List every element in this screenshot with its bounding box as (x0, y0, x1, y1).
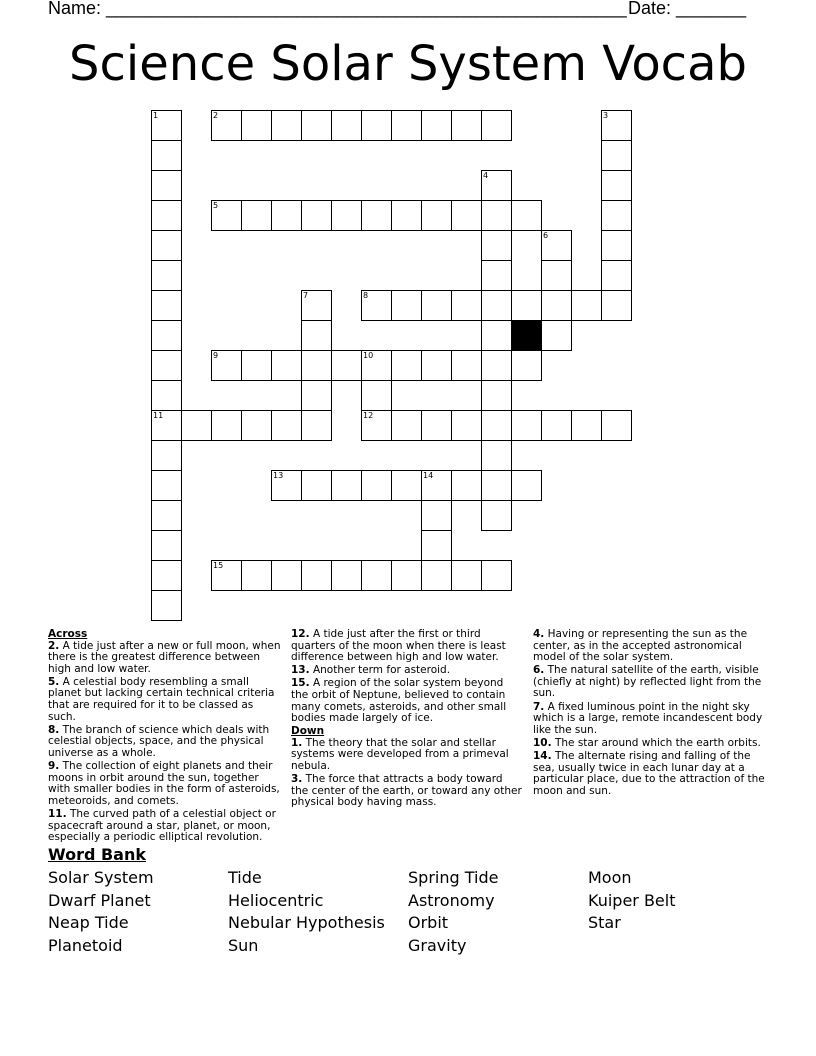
clues-column-2 (291, 629, 523, 810)
crossword-cell[interactable] (241, 350, 272, 381)
crossword-cell[interactable] (211, 560, 242, 591)
crossword-cell[interactable] (391, 110, 422, 141)
word-bank-item: Dwarf Planet (48, 891, 151, 910)
name-field[interactable]: Name: ____________________________________________________ (48, 0, 627, 18)
crossword-cell[interactable] (151, 500, 182, 531)
word-bank-item: Solar System (48, 868, 154, 887)
crossword-cell[interactable] (541, 260, 572, 291)
clue-down-4: 4. Having or representing the sun as the center, as in the accepted astronomical model of the solar system. (533, 628, 748, 664)
crossword-cell[interactable] (271, 350, 302, 381)
crossword-cell[interactable] (391, 410, 422, 441)
crossword-cell[interactable] (601, 110, 632, 141)
crossword-cell[interactable] (301, 320, 332, 351)
clue-down-1: 1. The theory that the solar and stellar systems were developed from a primeval nebula. (291, 736, 509, 773)
crossword-cell[interactable] (151, 440, 182, 471)
crossword-cell[interactable] (481, 500, 512, 531)
crossword-cell[interactable] (481, 380, 512, 411)
cell-number: 11 (153, 411, 164, 420)
crossword-cell[interactable] (511, 350, 542, 381)
crossword-cell[interactable] (151, 140, 182, 171)
crossword-cell[interactable] (421, 470, 452, 501)
clue-across-13: 13. Another term for asteroid. (291, 664, 451, 677)
clue-down-7: 7. A fixed luminous point in the night sky which is a large, remote incandescent body like the sun. (533, 700, 763, 736)
clues-column-3 (533, 629, 769, 799)
crossword-cell[interactable] (151, 110, 182, 141)
clue-across-11: 11. The curved path of a celestial object or spacecraft around a star, planet, or moon, especially a periodic elliptical revolution. (48, 807, 276, 844)
crossword-cell[interactable] (511, 290, 542, 321)
crossword-cell[interactable] (481, 410, 512, 441)
word-bank-item: Spring Tide (408, 868, 499, 887)
crossword-cell[interactable] (421, 350, 452, 381)
crossword-cell[interactable] (271, 470, 302, 501)
crossword-cell[interactable] (541, 410, 572, 441)
crossword-cell[interactable] (331, 560, 362, 591)
crossword-cell[interactable] (301, 290, 332, 321)
crossword-cell[interactable] (211, 200, 242, 231)
crossword-cell[interactable] (271, 410, 302, 441)
crossword-cell[interactable] (451, 560, 482, 591)
crossword-cell[interactable] (271, 110, 302, 141)
page-title: Science Solar System Vocab (69, 36, 747, 92)
crossword-cell[interactable] (451, 110, 482, 141)
crossword-cell[interactable] (541, 320, 572, 351)
crossword-cell[interactable] (151, 290, 182, 321)
crossword-cell[interactable] (211, 410, 242, 441)
crossword-cell[interactable] (601, 200, 632, 231)
crossword-cell[interactable] (391, 470, 422, 501)
clue-down-14: 14. The alternate rising and falling of the sea, usually twice in each lunar day at a particular place, due to the attraction of the moon and sun. (533, 749, 765, 797)
clue-down-10: 10. The star around which the earth orbits. (533, 736, 761, 749)
down-heading: Down (291, 725, 325, 738)
crossword-cell[interactable] (151, 230, 182, 261)
crossword-cell[interactable] (151, 560, 182, 591)
clue-across-12: 12. A tide just after the first or third quarters of the moon when there is least difference between high and low water. (291, 628, 506, 664)
crossword-cell[interactable] (391, 200, 422, 231)
crossword-cell[interactable] (301, 560, 332, 591)
word-bank-item: Orbit (408, 913, 449, 932)
crossword-cell[interactable] (151, 200, 182, 231)
crossword-cell[interactable] (481, 110, 512, 141)
crossword-cell[interactable] (481, 200, 512, 231)
cell-number: 7 (303, 291, 309, 300)
word-bank-item: Nebular Hypothesis (228, 913, 385, 932)
word-bank-item: Neap Tide (48, 913, 129, 932)
crossword-cell[interactable] (331, 470, 362, 501)
crossword-cell[interactable] (511, 200, 542, 231)
crossword-cell[interactable] (481, 470, 512, 501)
cell-number: 6 (543, 231, 549, 240)
word-bank-item: Tide (228, 868, 262, 887)
crossword-cell[interactable] (241, 110, 272, 141)
cell-number: 12 (363, 411, 374, 420)
word-bank-item: Star (588, 913, 621, 932)
word-bank-item: Sun (228, 936, 259, 955)
crossword-cell[interactable] (361, 380, 392, 411)
cell-number: 4 (483, 171, 489, 180)
crossword-cell[interactable] (421, 410, 452, 441)
crossword-cell[interactable] (421, 500, 452, 531)
crossword-cell[interactable] (241, 200, 272, 231)
clues-column-1 (48, 629, 284, 845)
crossword-cell[interactable] (541, 230, 572, 261)
crossword-cell[interactable] (481, 290, 512, 321)
cell-number: 2 (213, 111, 219, 120)
crossword-cell[interactable] (511, 470, 542, 501)
crossword-cell[interactable] (601, 260, 632, 291)
crossword-cell[interactable] (151, 350, 182, 381)
crossword-cell[interactable] (481, 170, 512, 201)
crossword-cell[interactable] (151, 380, 182, 411)
crossword-cell[interactable] (151, 590, 182, 621)
crossword-cell[interactable] (421, 110, 452, 141)
crossword-cell[interactable] (241, 410, 272, 441)
cell-number: 1 (153, 111, 159, 120)
crossword-cell[interactable] (361, 410, 392, 441)
crossword-cell[interactable] (301, 380, 332, 411)
cell-number: 5 (213, 201, 219, 210)
date-field[interactable]: Date: _______ (628, 0, 747, 18)
crossword-cell[interactable] (481, 260, 512, 291)
cell-number: 3 (603, 111, 609, 120)
crossword-cell[interactable] (181, 410, 212, 441)
crossword-cell[interactable] (361, 560, 392, 591)
word-bank-item: Heliocentric (228, 891, 324, 910)
crossword-cell[interactable] (481, 440, 512, 471)
crossword-cell[interactable] (361, 110, 392, 141)
crossword-cell[interactable] (391, 560, 422, 591)
crossword-cell[interactable] (481, 560, 512, 591)
crossword-cell[interactable] (421, 200, 452, 231)
black-cell (511, 320, 542, 351)
crossword-cell[interactable] (361, 470, 392, 501)
crossword-cell[interactable] (481, 350, 512, 381)
crossword-cell[interactable] (601, 140, 632, 171)
crossword-cell[interactable] (511, 410, 542, 441)
crossword-cell[interactable] (331, 200, 362, 231)
crossword-cell[interactable] (601, 230, 632, 261)
crossword-cell[interactable] (211, 110, 242, 141)
cell-number: 14 (423, 471, 434, 480)
clue-across-8: 8. The branch of science which deals with celestial objects, space, and the physical universe as a whole. (48, 723, 270, 759)
across-heading: Across (48, 628, 88, 640)
crossword-cell[interactable] (421, 560, 452, 591)
crossword-cell[interactable] (451, 290, 482, 321)
clue-down-3: 3. The force that attracts a body toward the center of the earth, or toward any other physical body having mass. (291, 773, 522, 809)
crossword-cell[interactable] (571, 290, 602, 321)
crossword-cell[interactable] (541, 290, 572, 321)
crossword-cell[interactable] (331, 350, 362, 381)
clue-across-15: 15. A region of the solar system beyond the orbit of Neptune, believed to contain many comets, asteroids, and other small bodies made largely of ice. (291, 677, 507, 725)
crossword-cell[interactable] (301, 470, 332, 501)
clue-across-2: 2. A tide just after a new or full moon, when there is the greatest difference between high and low water. (48, 639, 281, 675)
crossword-cell[interactable] (151, 410, 182, 441)
crossword-cell[interactable] (241, 560, 272, 591)
crossword-cell[interactable] (271, 560, 302, 591)
crossword-cell[interactable] (211, 350, 242, 381)
clue-across-5: 5. A celestial body resembling a small planet but lacking certain technical criteria that are required for it to be classed as such. (48, 675, 275, 723)
word-bank-item: Gravity (408, 936, 467, 955)
crossword-cell[interactable] (151, 470, 182, 501)
crossword-cell[interactable] (361, 290, 392, 321)
crossword-cell[interactable] (151, 170, 182, 201)
crossword-cell[interactable] (151, 260, 182, 291)
clue-across-9: 9. The collection of eight planets and their moons in orbit around the sun, together with smaller bodies in the form of asteroids, meteoroids, and comets. (48, 760, 280, 807)
cell-number: 8 (363, 291, 369, 300)
word-bank-title: Word Bank (48, 845, 147, 864)
header (48, 0, 748, 22)
crossword-cell[interactable] (601, 170, 632, 201)
crossword-cell[interactable] (481, 320, 512, 351)
crossword-cell[interactable] (421, 530, 452, 561)
crossword-cell[interactable] (391, 290, 422, 321)
word-bank-item: Astronomy (408, 891, 495, 910)
crossword-cell[interactable] (601, 410, 632, 441)
clue-down-6: 6. The natural satellite of the earth, visible (chiefly at night) by reflected light from the sun. (533, 664, 762, 700)
crossword-cell[interactable] (151, 320, 182, 351)
crossword-cell[interactable] (361, 200, 392, 231)
crossword-cell[interactable] (301, 110, 332, 141)
crossword-cell[interactable] (301, 200, 332, 231)
crossword-cell[interactable] (151, 530, 182, 561)
crossword-cell[interactable] (301, 350, 332, 381)
cell-number: 9 (213, 351, 219, 360)
crossword-cell[interactable] (481, 230, 512, 261)
crossword-cell[interactable] (451, 200, 482, 231)
crossword-cell[interactable] (601, 290, 632, 321)
cell-number: 10 (363, 351, 374, 360)
crossword-cell[interactable] (361, 350, 392, 381)
crossword-cell[interactable] (301, 410, 332, 441)
crossword-cell[interactable] (451, 410, 482, 441)
crossword-cell[interactable] (571, 410, 602, 441)
crossword-cell[interactable] (391, 350, 422, 381)
word-bank-item: Kuiper Belt (588, 891, 676, 910)
crossword-cell[interactable] (451, 470, 482, 501)
crossword-cell[interactable] (331, 110, 362, 141)
crossword-cell[interactable] (421, 290, 452, 321)
cell-number: 15 (213, 561, 224, 570)
crossword-cell[interactable] (451, 350, 482, 381)
word-bank-item: Planetoid (48, 936, 123, 955)
word-bank-item: Moon (588, 868, 632, 887)
crossword-cell[interactable] (271, 200, 302, 231)
cell-number: 13 (273, 471, 284, 480)
